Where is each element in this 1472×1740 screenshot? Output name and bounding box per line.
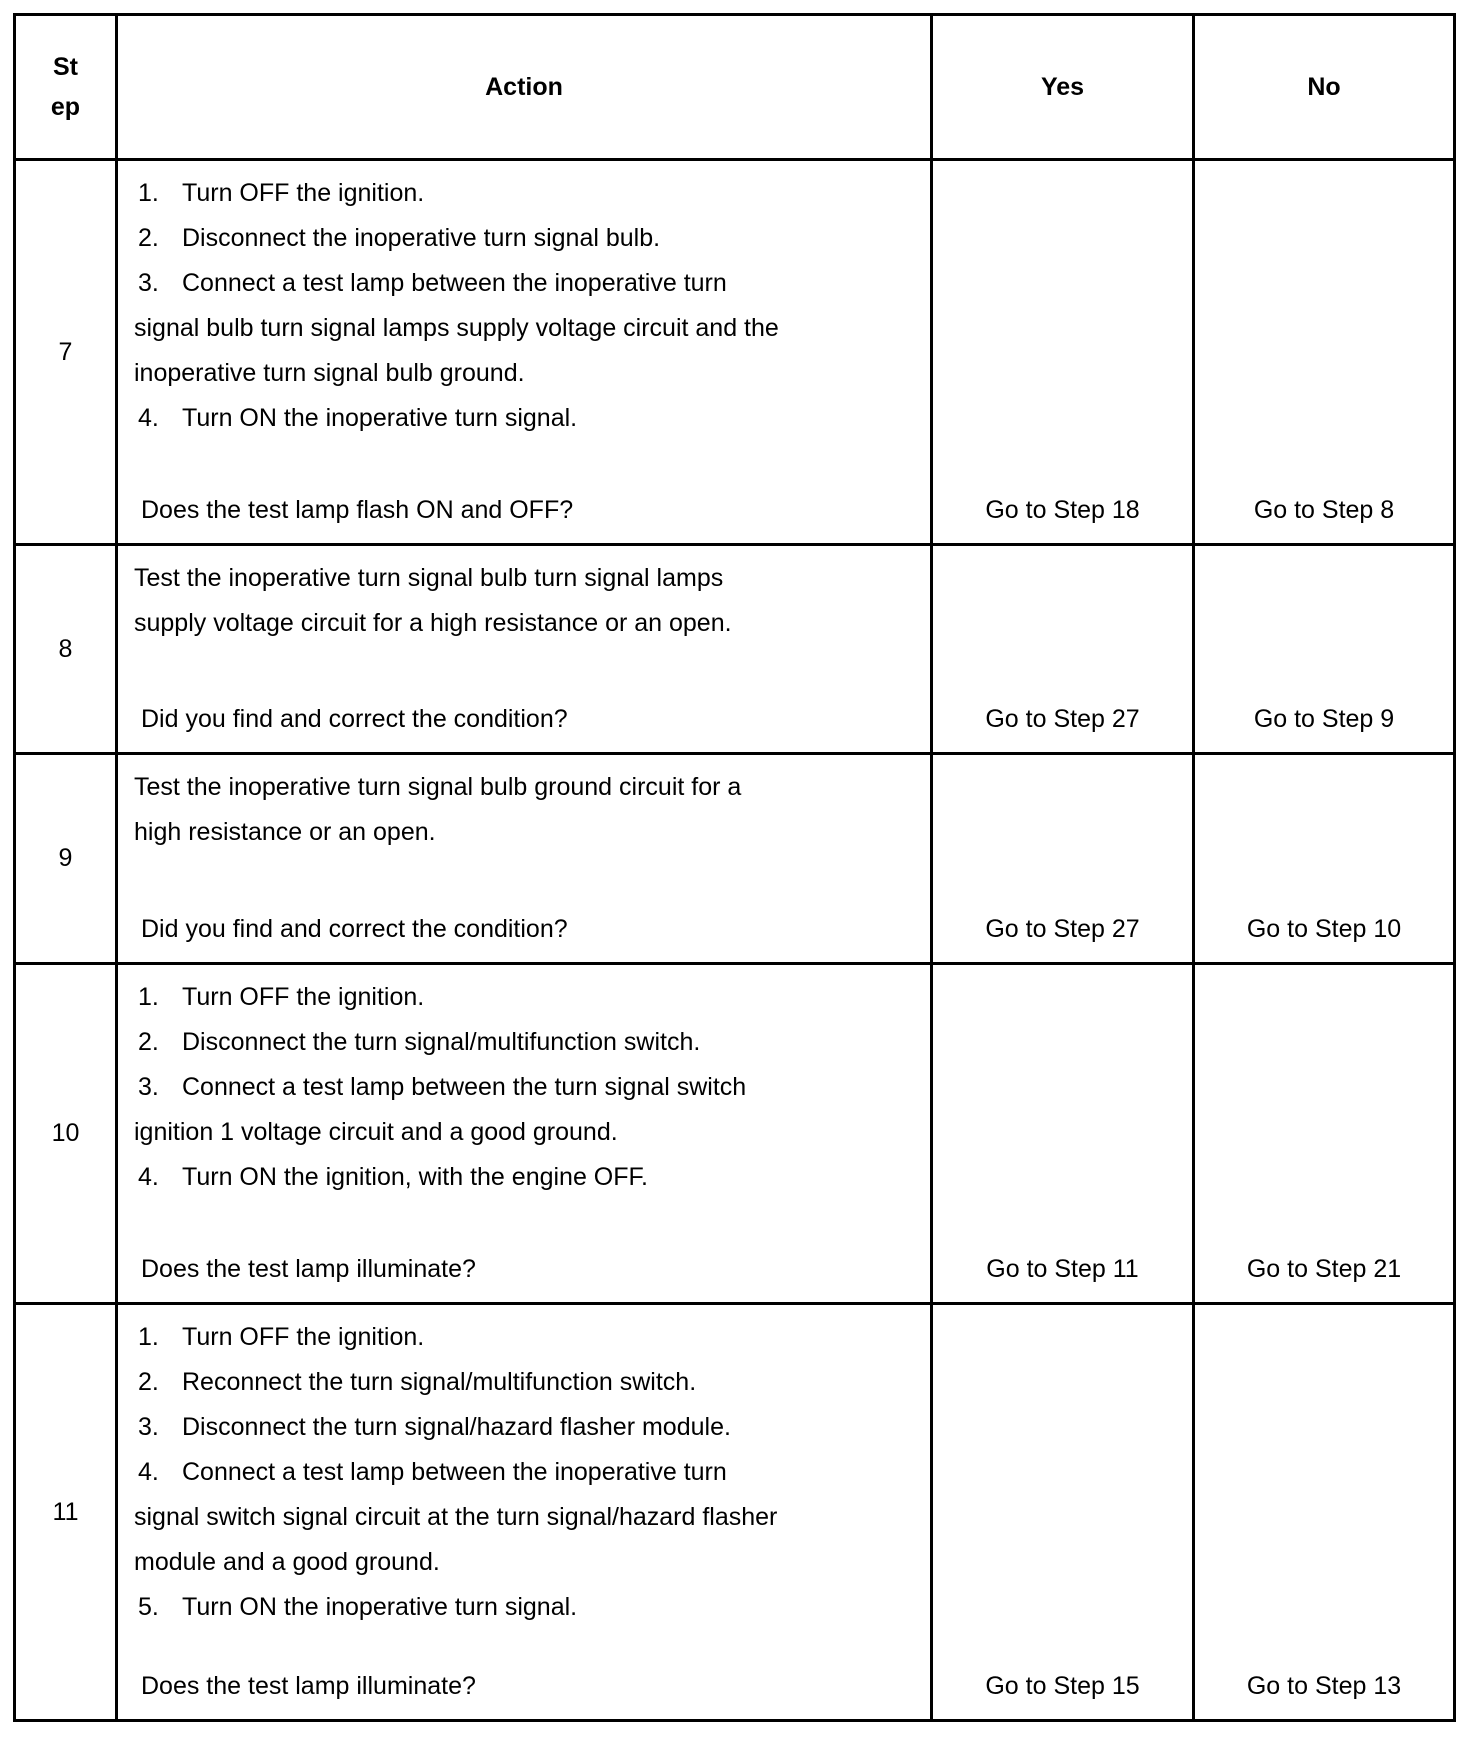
action-line-text: module and a good ground. — [134, 1548, 440, 1576]
step-number: 11 — [16, 1305, 118, 1719]
step-number: 7 — [16, 161, 118, 546]
action-line — [134, 556, 910, 601]
action-line-number: 3. — [138, 269, 159, 297]
action-line-number: 2. — [138, 224, 159, 252]
action-line — [134, 1405, 910, 1450]
action-line-number: 4. — [138, 1163, 159, 1191]
action-line-text: Connect a test lamp between the inoperative turn — [182, 269, 727, 297]
header-yes: Yes — [933, 16, 1195, 161]
action-line — [134, 1110, 910, 1155]
action-line-text: Connect a test lamp between the inoperative turn — [182, 1458, 727, 1486]
action-line-number: 2. — [138, 1028, 159, 1056]
action-line — [134, 1065, 910, 1110]
action-line-text: high resistance or an open. — [134, 818, 436, 846]
action-question: Did you find and correct the condition? — [141, 915, 568, 943]
action-question: Does the test lamp flash ON and OFF? — [141, 496, 574, 524]
action-line-text: signal bulb turn signal lamps supply voltage circuit and the — [134, 314, 779, 342]
action-line-number: 1. — [138, 1323, 159, 1351]
header-no: No — [1195, 16, 1453, 161]
action-line — [134, 810, 910, 855]
header-action: Action — [118, 16, 933, 161]
no-result: Go to Step 13 — [1246, 1672, 1402, 1700]
header-step: St ep — [16, 16, 118, 161]
action-cell — [118, 965, 933, 1305]
action-line — [134, 1495, 910, 1540]
action-line — [134, 306, 910, 351]
action-question: Did you find and correct the condition? — [141, 705, 568, 733]
action-line — [134, 1360, 910, 1405]
action-cell — [118, 546, 933, 755]
action-question: Does the test lamp illuminate? — [141, 1672, 476, 1700]
action-line-number: 4. — [138, 404, 159, 432]
action-line — [134, 1540, 910, 1585]
step-number: 8 — [16, 546, 118, 755]
action-line-text: Turn OFF the ignition. — [182, 1323, 425, 1351]
action-line-number: 2. — [138, 1368, 159, 1396]
action-line — [134, 1315, 910, 1360]
diagnostic-table — [13, 13, 1456, 1722]
action-line — [134, 351, 910, 396]
action-line — [134, 396, 910, 441]
action-line — [134, 1585, 910, 1630]
no-result: Go to Step 21 — [1195, 965, 1453, 1305]
action-line — [134, 1155, 910, 1200]
action-line-number: 5. — [138, 1593, 159, 1621]
action-line-number: 4. — [138, 1458, 159, 1486]
action-line-text: Disconnect the turn signal/multifunction switch. — [182, 1028, 701, 1056]
action-line — [134, 1450, 910, 1495]
action-line-text: Test the inoperative turn signal bulb ground circuit for a — [134, 773, 742, 801]
action-line-text: Turn ON the inoperative turn signal. — [182, 404, 578, 432]
action-line-number: 1. — [138, 983, 159, 1011]
action-line-text: Reconnect the turn signal/multifunction switch. — [182, 1368, 697, 1396]
yes-result: Go to Step 27 — [933, 546, 1195, 755]
action-line-text: Turn OFF the ignition. — [182, 983, 425, 1011]
action-line — [134, 216, 910, 261]
action-line-number: 3. — [138, 1073, 159, 1101]
no-result: Go to Step 10 — [1195, 755, 1453, 965]
action-line-text: Disconnect the turn signal/hazard flasher module. — [182, 1413, 731, 1441]
action-line-text: signal switch signal circuit at the turn signal/hazard flasher — [134, 1503, 778, 1531]
action-line-text: Turn ON the inoperative turn signal. — [182, 1593, 578, 1621]
action-line-number: 3. — [138, 1413, 159, 1441]
action-line — [134, 171, 910, 216]
action-cell — [118, 161, 933, 546]
action-line-number: 1. — [138, 179, 159, 207]
step-number: 9 — [16, 755, 118, 965]
action-cell — [118, 755, 933, 965]
action-line — [134, 765, 910, 810]
action-line — [134, 1020, 910, 1065]
action-line-text: Connect a test lamp between the turn signal switch — [182, 1073, 747, 1101]
action-line-text: Turn OFF the ignition. — [182, 179, 425, 207]
action-line-text: inoperative turn signal bulb ground. — [134, 359, 525, 387]
action-line-text: supply voltage circuit for a high resistance or an open. — [134, 609, 732, 637]
action-line-text: Disconnect the inoperative turn signal bulb. — [182, 224, 661, 252]
action-line — [134, 261, 910, 306]
yes-result: Go to Step 15 — [933, 1305, 1195, 1719]
action-line-text: ignition 1 voltage circuit and a good ground. — [134, 1118, 618, 1146]
action-line-text: Turn ON the ignition, with the engine OFF. — [182, 1163, 648, 1191]
yes-result: Go to Step 11 — [933, 965, 1195, 1305]
no-result: Go to Step 9 — [1195, 546, 1453, 755]
action-line — [134, 601, 910, 646]
yes-result: Go to Step 27 — [933, 755, 1195, 965]
step-number: 10 — [16, 965, 118, 1305]
action-line — [134, 975, 910, 1020]
no-result: Go to Step 8 — [1195, 161, 1453, 546]
action-question: Does the test lamp illuminate? — [141, 1255, 476, 1283]
action-cell — [118, 1305, 933, 1719]
yes-result: Go to Step 18 — [933, 161, 1195, 546]
action-line-text: Test the inoperative turn signal bulb turn signal lamps — [134, 564, 724, 592]
